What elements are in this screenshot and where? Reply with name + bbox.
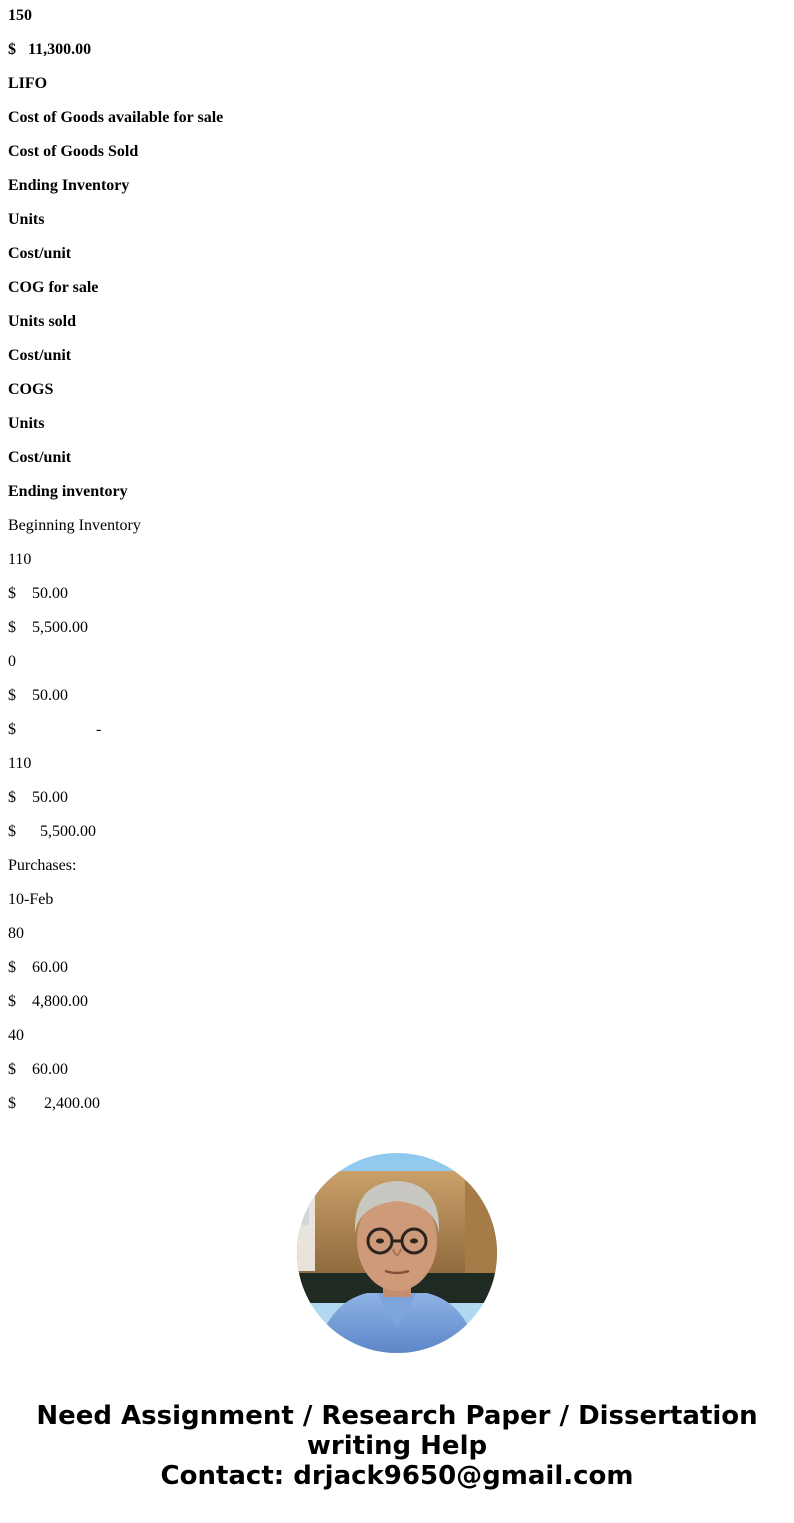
text-line: 110	[8, 755, 32, 772]
text-line: Units	[8, 415, 45, 432]
text-line: $ 50.00	[8, 687, 68, 704]
text-line: Purchases:	[8, 857, 77, 874]
text-line: Ending Inventory	[8, 177, 130, 194]
text-line: Beginning Inventory	[8, 517, 141, 534]
text-line: Units	[8, 211, 45, 228]
document-text-lines	[8, 6, 768, 1128]
text-line: Cost of Goods Sold	[8, 143, 139, 160]
text-line: 80	[8, 925, 24, 942]
text-line: $ 4,800.00	[8, 993, 88, 1010]
text-line: COGS	[8, 381, 54, 398]
text-line: Cost/unit	[8, 347, 72, 364]
text-line: $ 60.00	[8, 1061, 68, 1078]
text-line: $ 5,500.00	[8, 619, 88, 636]
text-line: Cost of Goods available for sale	[8, 109, 224, 126]
text-line: Units sold	[8, 313, 77, 330]
text-line: $ 2,400.00	[8, 1095, 100, 1112]
text-line: 40	[8, 1027, 24, 1044]
advertisement-text	[0, 1401, 794, 1491]
text-line: Cost/unit	[8, 449, 72, 466]
text-line: LIFO	[8, 75, 48, 92]
ad-contact-line: Contact: drjack9650@gmail.com	[160, 1461, 634, 1491]
text-line: 0	[8, 653, 16, 670]
text-line: Ending inventory	[8, 483, 128, 500]
text-line: 110	[8, 551, 32, 568]
assignment-help-advertisement	[0, 1153, 794, 1491]
text-line: $ 50.00	[8, 585, 68, 602]
text-line: $ 11,300.00	[8, 41, 92, 58]
text-line: Cost/unit	[8, 245, 72, 262]
text-line: $ 50.00	[8, 789, 68, 806]
text-line: $ 60.00	[8, 959, 68, 976]
text-line: $ 5,500.00	[8, 823, 96, 840]
text-line: COG for sale	[8, 279, 99, 296]
text-line: 10-Feb	[8, 891, 54, 908]
ad-line-2: writing Help	[306, 1431, 488, 1461]
ad-line-1: Need Assignment / Research Paper / Dissertation	[36, 1401, 758, 1431]
text-line: $ -	[8, 721, 102, 738]
text-line: 150	[8, 7, 32, 24]
person-portrait-icon	[297, 1153, 497, 1353]
